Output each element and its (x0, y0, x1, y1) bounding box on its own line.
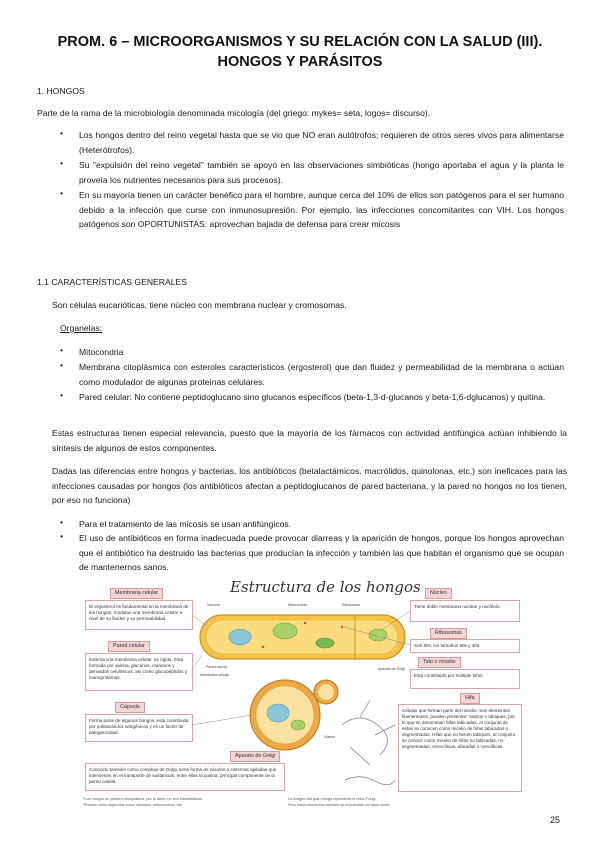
label-golgi: Aparato de Golgi (378, 667, 405, 671)
bullet-marker: • (60, 390, 64, 400)
golgi-box: Conocido también como complejo de Golgi, tiene forma de sáculos o cisternas apiladas que intervienen en el transporte de sustancias, entre ellas la quitina, principal componente de la pared celular. (85, 763, 285, 791)
nucleo-box: Tiene doble membrana nuclear y nucléolo. (410, 600, 520, 622)
cells-paragraph: Son células eucarióticas, tiene núcleo con membrana nuclear y cromosomas. (52, 300, 347, 310)
title-line-1: PROM. 6 – MICROORGANISMOS Y SU RELACIÓN CON LA SALUD (III). (57, 34, 543, 50)
golgi-header: Aparato de Golgi (230, 751, 280, 762)
intro-paragraph: Parte de la rama de la microbiología denominada micología (del griego: mykes= seta, logos= discurso). (37, 108, 431, 118)
capsula-header: Cápsula (115, 702, 145, 713)
bullet-item: El uso de antibióticos en forma inadecuada puede provocar diarreas y la aparición de hongos, porque los hongos aprovechan que el antibiótico ha destruido las bacterias que producían la infección y también las que habitan el organismo que se ocupan de mantenernos sanos. (79, 533, 564, 573)
bullet-marker: • (60, 345, 64, 355)
leader-line (192, 715, 252, 725)
bullet-item: Su "expulsión del reino vegetal" también se apoyó en las observaciones simbióticas (hongo aportaba el agua y la planta le proveía los nutrientes necesarios para sus procesos). (79, 160, 564, 185)
organela-item: Pared celular: No contiene peptidoglucano sino glucanos específicos (beta-1,3-d-glucanos y beta-1,6-dglucanos) y quitina. (79, 392, 546, 402)
footnote-3: La imagen del gran hongo representa el reino Fungi (288, 797, 376, 801)
bullet-marker: • (60, 531, 64, 541)
section-heading-caracteristicas: 1.1 CARACTERÍSTICAS GENERALES (37, 277, 187, 287)
bullet-item: Los hongos dentro del reino vegetal hasta que se vio que NO eran autótrofos; requieren de otros seres vivos para alimentarse (Heterótrofos). (79, 130, 564, 155)
organela-item: Mitocondria (79, 347, 124, 357)
vacuole (229, 629, 251, 645)
footnote-4: Pero estos elementos también se encuentran en otros seres (288, 803, 390, 807)
leader-line (192, 655, 202, 670)
mycelium-sketch (342, 700, 395, 765)
tallo-box: Está constituido por múltiple hifas. (410, 669, 520, 689)
label-mitocondria: Mitocondria (288, 603, 307, 607)
section-heading-hongos: 1. HONGOS (37, 86, 85, 96)
tallo-header: Talo o micelio (418, 657, 461, 668)
page-number: 25 (550, 815, 561, 825)
bullet-marker: • (60, 188, 64, 198)
yeast-nucleus (291, 720, 305, 730)
paragraph-antibioticos: Dadas las diferencias entre hongos y bacterias, los antibióticos (betalactámicos. macrólidos, quinolonas, etc.) son ineficaces para las infecciones causadas por hongos (los antibióticos afectan a peptidoglucanos de pared bacteriana, y la pared no hongos no los tienen, por eso no funciona) (52, 466, 567, 506)
fungi-cell-drawing (80, 575, 530, 820)
nucleo-header: Núcleo (425, 588, 452, 599)
fungi-structure-figure (80, 575, 530, 820)
pared-box: Externa a la membrana celular, es rígida. Está formada por quitina, glucanos, mananos y derivados celulósicos, así como glucopéptidos y manoproteínas. (85, 653, 193, 691)
ribosomas-header: Ribosomas (430, 628, 467, 639)
bullet-item: En su mayoría tienen un carácter benéfico para el hombre, aunque cerca del 10% de ellos son patógenos para el ser humano debido a la infección que curse con inmunosupresión. Por ejemplo, las infecciones concomitantes con VIH. Los hongos patógenos son OPORTUNISTAS: aprovechan bajada de defensa para crear micosis (79, 190, 564, 230)
membrana-header: Membrana celular (110, 588, 163, 599)
leader-line (192, 615, 206, 625)
label-nucleo: Núcleo (324, 735, 336, 739)
label-ribosomas: Ribosomas (342, 603, 360, 607)
bullet-item: Para el tratamiento de las micosis se usan antifúngicos. (79, 519, 292, 529)
label-pared: Pared celular (206, 665, 228, 669)
nucleus (273, 623, 297, 639)
bullet-marker: • (60, 360, 64, 370)
bullet-marker: • (60, 128, 64, 138)
footnote-2: *Poseen otros orgánulos como vacuolas, mitocondrias, etc. (83, 803, 183, 807)
hypha-sketch (345, 777, 395, 785)
bullet-marker: • (60, 158, 64, 168)
figure-title: Estructura de los hongos (230, 578, 421, 596)
capsula-box: Forma parte de algunos hongos, está constituida por polisacáridos antigénicos y es un factor de patogenicidad. (85, 714, 193, 742)
pared-header: Pared celular (108, 641, 150, 652)
ribosome-dot (341, 626, 343, 628)
yeast-bud-inner (318, 684, 334, 700)
hifa-header: Hifa (460, 693, 480, 704)
paragraph-estructuras: Estas estructuras tienen especial relevancia, puesto que la mayoría de los fármacos con actividad antifúngica actúan inhibiendo la síntesis de algunos de estos componentes. (52, 428, 567, 453)
title-line-2: HONGOS Y PARÁSITOS (217, 54, 383, 70)
mitochondrion (316, 638, 334, 648)
membrana-box: El ergosterol es fundamental en la membrana de los hongos, modulan una membrana celular a nivel de su fluidez y su permeabilidad. (85, 600, 193, 630)
label-vacuola: Vacuola (207, 603, 220, 607)
nucleus-2 (369, 629, 387, 641)
hifa-box: Células que forman parte del micelio. Son elementos filamentosos, pueden presentar: Septos o tabiques, por lo que se denominan hifas tabicadas. Al conjunto de estas se conocen como micelio de hifas tabicadas o segmentadas. Hifas que no tienen tabiques, al conjunto se conoce como micelio de hifas no tabicadas, no segmentadas, cenocíticas, afaradas o cenolíticas. (398, 704, 522, 792)
document-title (30, 32, 570, 72)
ribosome-dot (304, 622, 306, 624)
footnote-1: *Los hongos no poseen cloroplastos, por lo tanto, no son fotosintéticos (83, 797, 203, 801)
organelas-label: Organelas: (60, 323, 103, 333)
label-membrana: Membrana celular (200, 673, 229, 677)
bullet-marker: • (60, 517, 64, 527)
ribosomas-box: Son 80s, los tamaños 60s y 40s. (410, 639, 520, 653)
yeast-vacuole (267, 704, 289, 722)
organela-item: Membrana citoplásmica con esteroles característicos (ergosterol) que dan fluidez y permeabilidad de la membrana o actúan como modulador de algunas proteínas celulares. (79, 362, 564, 387)
ribosome-dot (262, 646, 264, 648)
